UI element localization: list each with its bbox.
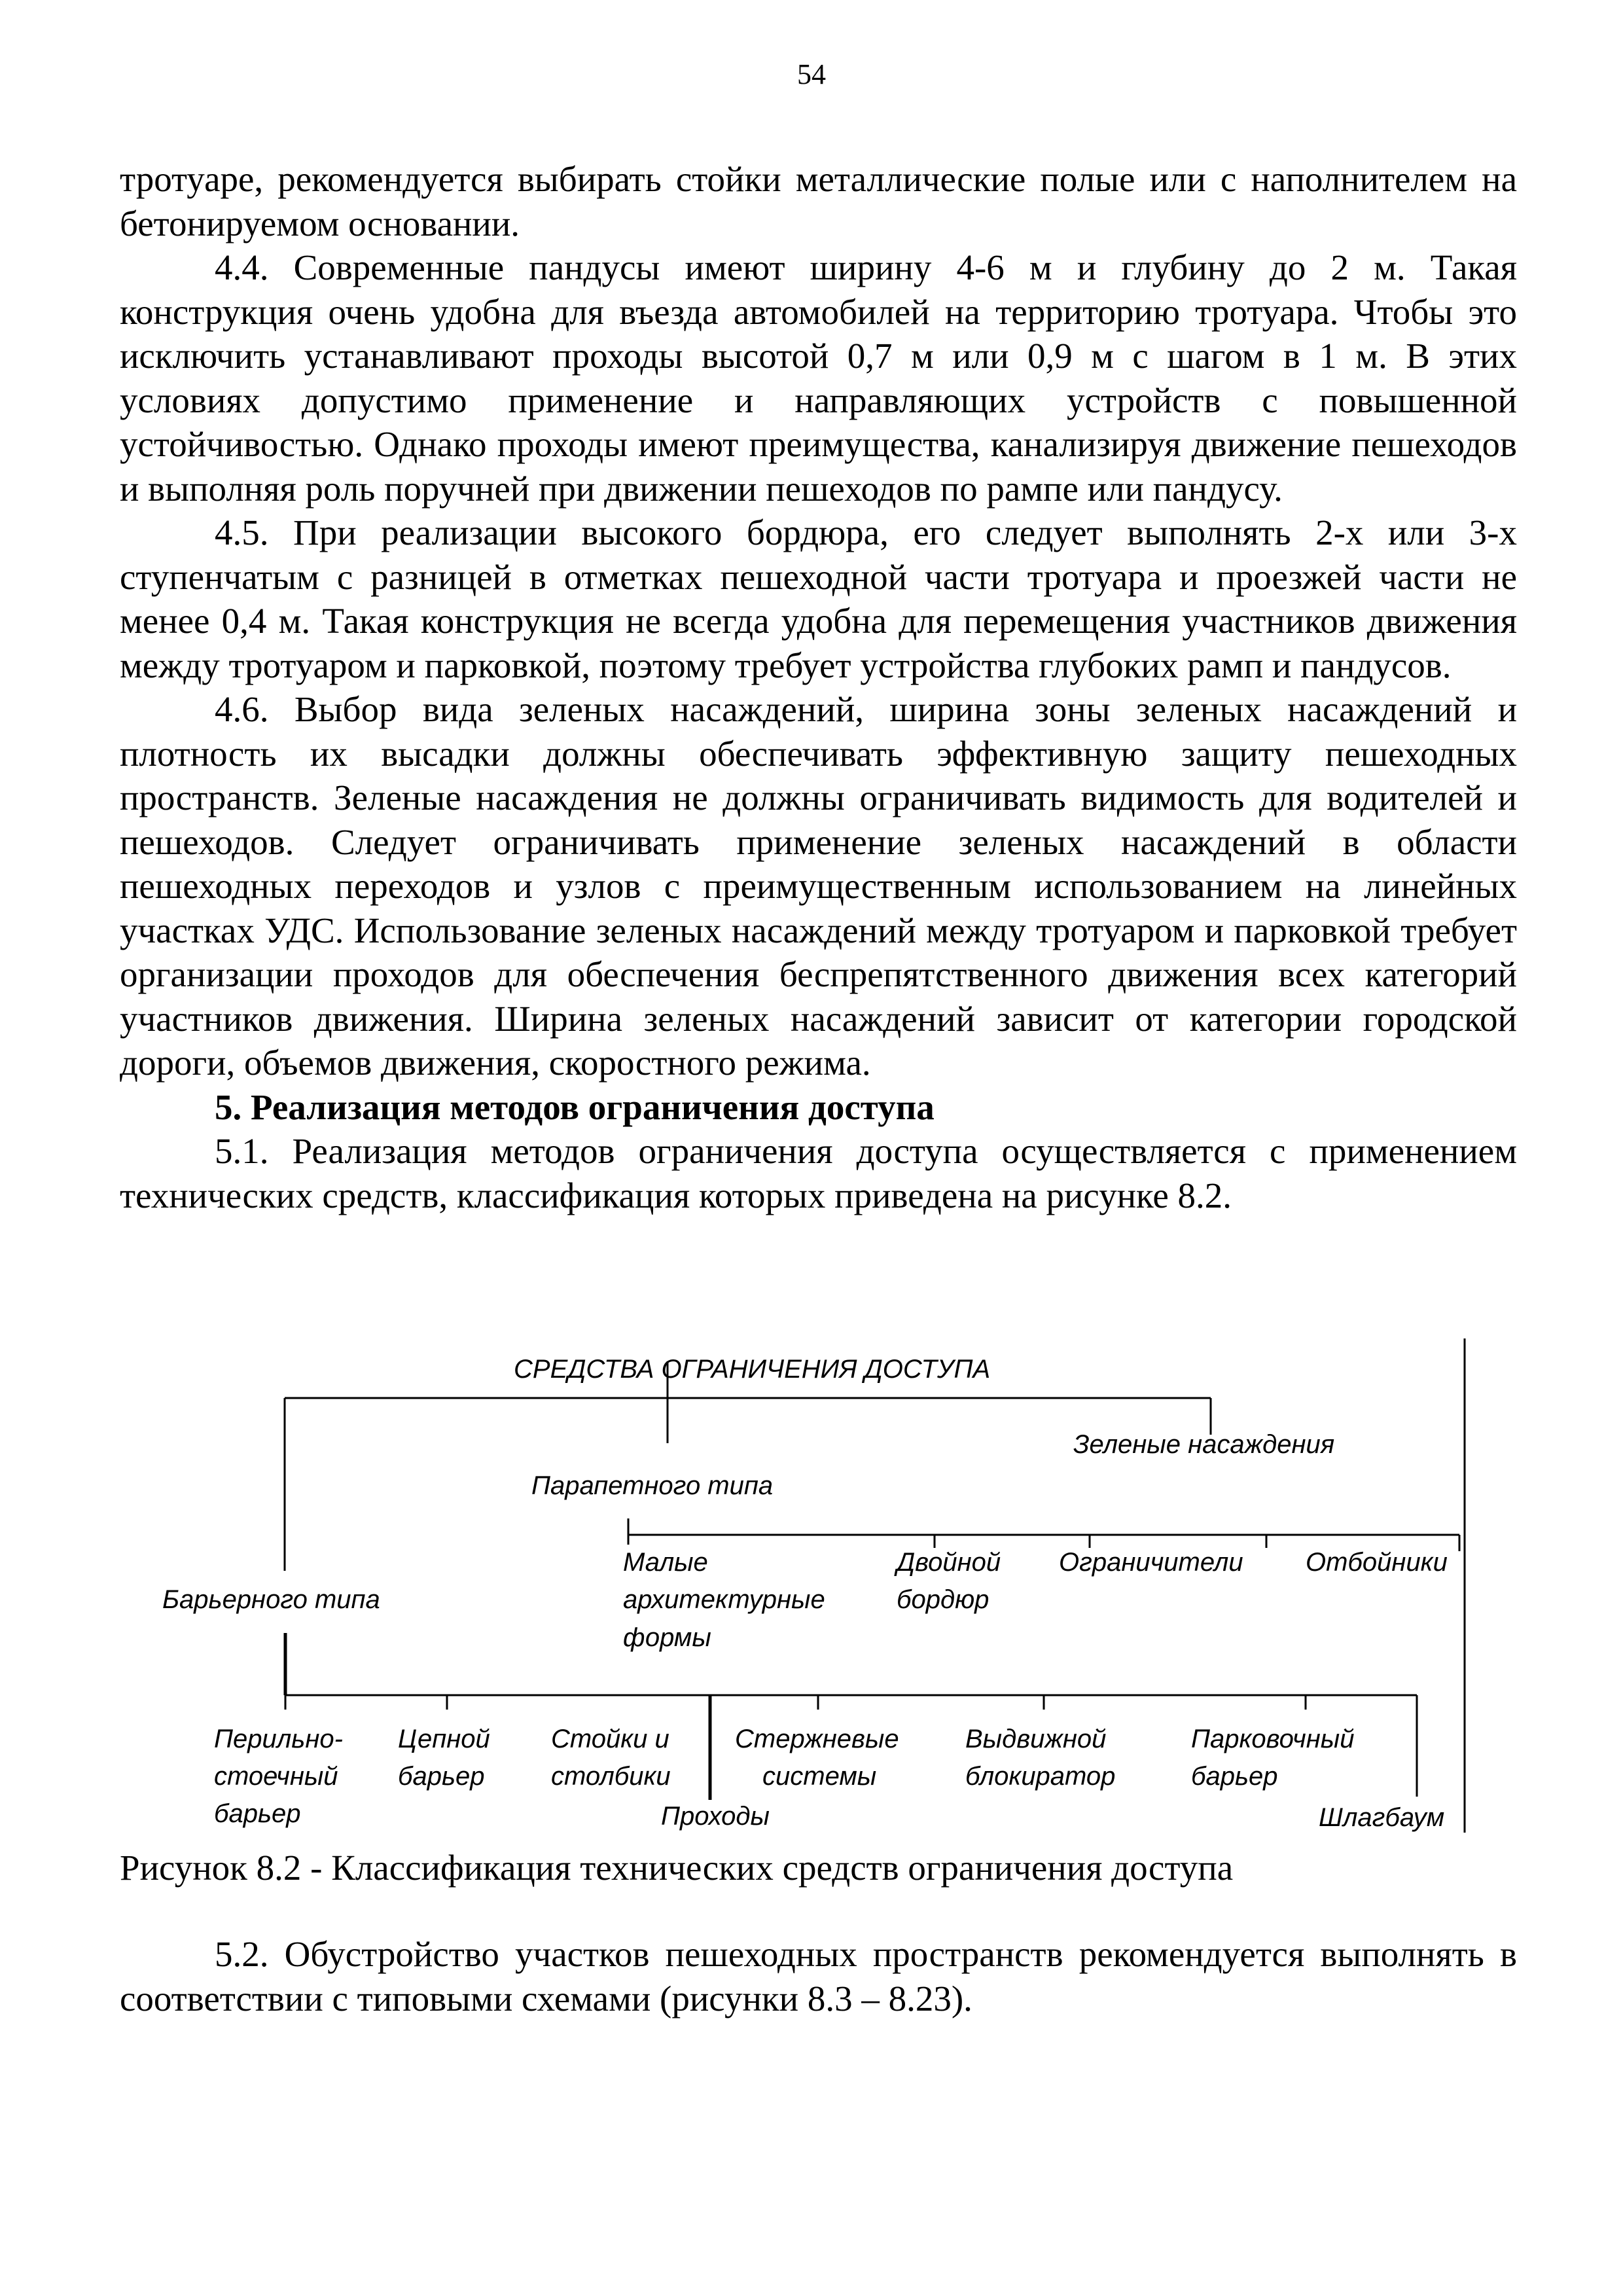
diagram-parapet: Парапетного типа	[531, 1471, 774, 1500]
diagram-limiters: Ограничители	[1059, 1548, 1243, 1577]
paragraph-4-6: 4.6. Выбор вида зеленых насаждений, ширина зоны зеленых насаждений и плотность их высадки должны обеспечивать эффективную защиту пешеходных пространств. Зеленые насаждения не должны ограничивать видимость для водителей и пешеходов. Следует ограничивать применение зеленых насаждений в области пешеходных переходов и узлов с преимущественным использованием на линейных участках УДС. Использование зеленых насаждений между тротуаром и парковкой требует организации проходов для обеспечения беспрепятственного движения всех категорий участников движения. Ширина зеленых насаждений зависит от категории городской дороги, объемов движения, скоростного режима.	[120, 689, 1517, 1083]
body-text-after	[120, 1932, 1517, 2020]
diagram-root: СРЕДСТВА ОГРАНИЧЕНИЯ ДОСТУПА	[514, 1355, 991, 1384]
diagram-bumpers: Отбойники	[1306, 1548, 1448, 1577]
figure-caption: Рисунок 8.2 - Классификация технических средств ограничения доступа	[120, 1848, 1234, 1888]
diagram-double-1: Двойной	[897, 1548, 1001, 1577]
diagram-maf-1: Малые	[623, 1548, 708, 1577]
diagram-blocker-1: Выдвижной	[965, 1725, 1107, 1753]
paragraph-5-1: 5.1. Реализация методов ограничения доступа осуществляется с применением технических средств, классификация которых приведена на рисунке 8.2.	[120, 1131, 1517, 1215]
paragraph-5-2: 5.2. Обустройство участков пешеходных пространств рекомендуется выполнять в соответствии с типовыми схемами (рисунки 8.3 – 8.23).	[120, 1934, 1517, 2018]
diagram-parking-1: Парковочный	[1191, 1725, 1355, 1753]
diagram-chain-2: барьер	[398, 1762, 485, 1791]
diagram-blocker-2: блокиратор	[965, 1762, 1116, 1791]
diagram-connectors	[285, 1338, 1465, 1833]
diagram-rods-2: системы	[762, 1762, 877, 1791]
paragraph-4-5: 4.5. При реализации высокого бордюра, его следует выполнять 2-х или 3-х ступенчатым с разницей в отметках пешеходной части тротуара и проезжей части не менее 0,4 м. Такая конструкция не всегда удобна для перемещения участников движения между тротуаром и парковкой, поэтому требует устройства глубоких рамп и пандусов.	[120, 512, 1517, 685]
diagram-maf-3: формы	[623, 1623, 711, 1652]
diagram-boom: Шлагбаум	[1319, 1803, 1445, 1832]
diagram-passages: Проходы	[661, 1802, 770, 1831]
diagram-railing-3: барьер	[214, 1799, 301, 1828]
diagram-posts-2: столбики	[551, 1762, 671, 1791]
section-heading-5: 5. Реализация методов ограничения доступа	[215, 1086, 935, 1127]
diagram-double-2: бордюр	[897, 1585, 990, 1614]
diagram-posts-1: Стойки и	[551, 1725, 669, 1753]
paragraph-4-4: 4.4. Современные пандусы имеют ширину 4-6 м и глубину до 2 м. Такая конструкция очень удобна для въезда автомобилей на территорию тротуара. Чтобы это исключить устанавливают проходы высотой 0,7 м или 0,9 м с шагом в 1 м. В этих условиях допустимо применение и направляющих устройств с повышенной устойчивостью. Однако проходы имеют преимущества, канализируя движение пешеходов и выполняя роль поручней при движении пешеходов по рампе или пандусу.	[120, 247, 1517, 509]
diagram-rods-1: Стержневые	[735, 1725, 899, 1753]
paragraph-continuation: тротуаре, рекомендуется выбирать стойки металлические полые или с наполнителем на бетонируемом основании.	[120, 159, 1517, 243]
diagram-barrier: Барьерного типа	[162, 1585, 380, 1614]
diagram-chain-1: Цепной	[398, 1725, 490, 1753]
page-number: 54	[797, 58, 826, 90]
diagram-railing-1: Перильно-	[214, 1725, 343, 1753]
diagram-green: Зеленые насаждения	[1073, 1430, 1335, 1459]
diagram-parking-2: барьер	[1191, 1762, 1278, 1791]
diagram-railing-2: стоечный	[214, 1762, 338, 1791]
diagram-maf-2: архитектурные	[623, 1585, 825, 1614]
